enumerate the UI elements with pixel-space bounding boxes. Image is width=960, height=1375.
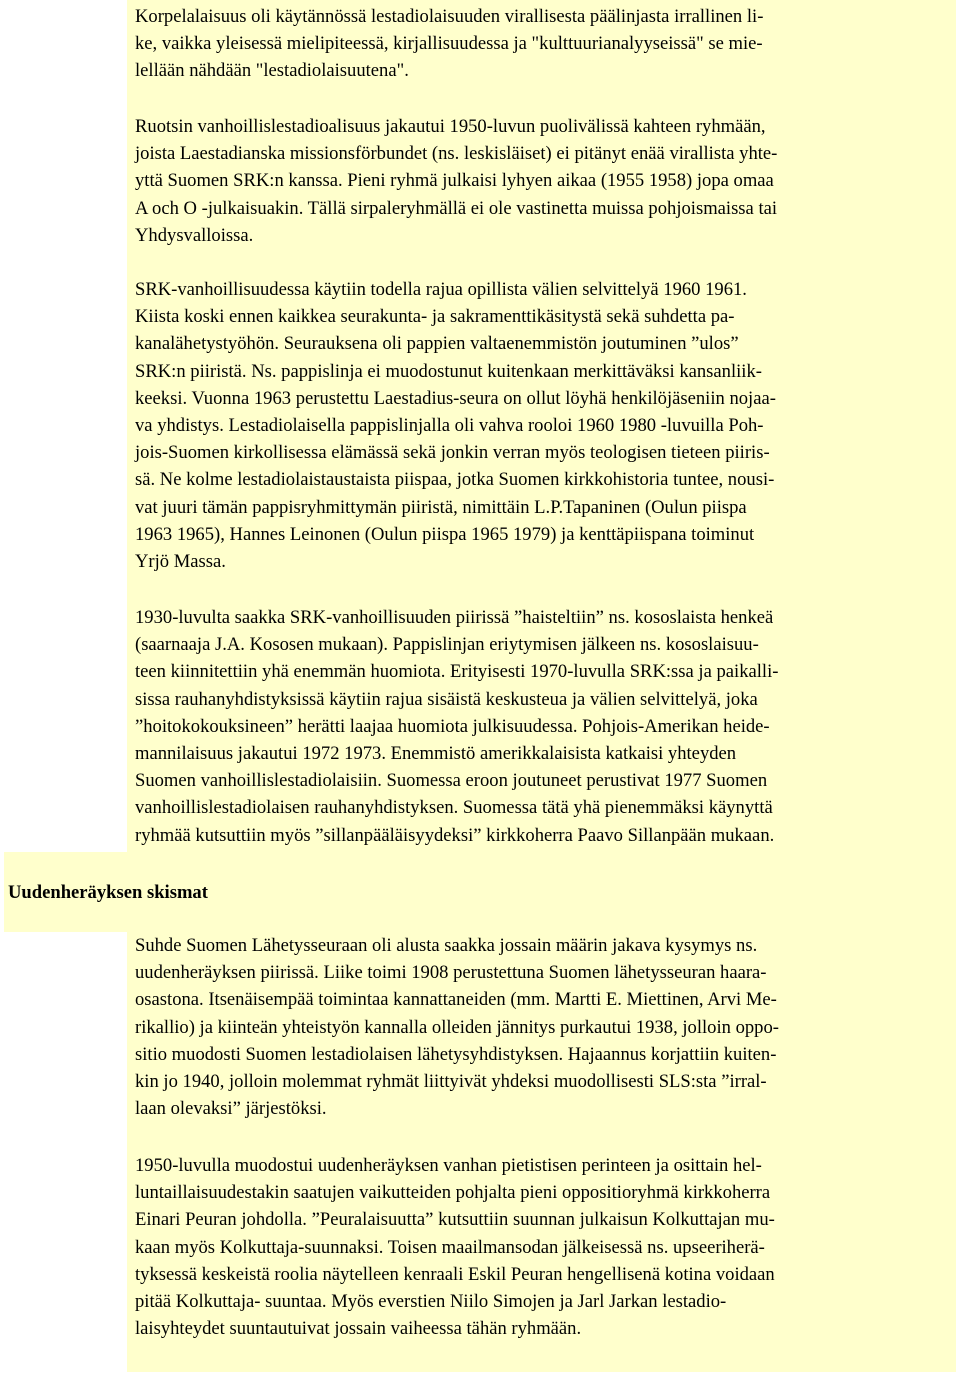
text-line: Kiista koski ennen kaikkea seurakunta- ja sakramenttikäsitystä sekä suhdetta pa-	[135, 306, 735, 328]
text-line: va yhdistys. Lestadiolaisella pappislinjalla oli vahva rooloi 1960 1980 -luvuilla Poh-	[135, 414, 764, 436]
text-line: rikallio) ja kiinteän yhteistyön kannalla olleiden jännitys purkautui 1938, jolloin oppo-	[135, 1016, 779, 1038]
text-line: vanhoillislestadiolaisen rauhanyhdistyksen. Suomessa tätä yhä pienemmäksi käynyttä	[135, 797, 773, 819]
text-line: yttä Suomen SRK:n kanssa. Pieni ryhmä julkaisi lyhyen aikaa (1955 1958) jopa omaa	[135, 170, 774, 192]
text-line: osastona. Itsenäisempää toimintaa kannattaneiden (mm. Martti E. Miettinen, Arvi Me-	[135, 989, 777, 1011]
text-line: A och O -julkaisuakin. Tällä sirpaleryhmällä ei ole vastinetta muissa pohjoismaissa tai	[135, 197, 778, 219]
text-line: ryhmää kutsuttiin myös ˮsillanpääläisyydeksiˮ kirkkoherra Paavo Sillanpään mukaan.	[135, 824, 775, 846]
text-line: uudenheräyksen piirissä. Liike toimi 1908 perustettuna Suomen lähetysseuran haara-	[135, 962, 767, 984]
text-line: Ruotsin vanhoillislestadioalisuus jakautui 1950-luvun puolivälissä kahteen ryhmään,	[135, 116, 766, 137]
text-line: teen kiinnitettiin yhä enemmän huomiota. Erityisesti 1970-luvulla SRK:ssa ja paikalli-	[135, 661, 779, 683]
text-line: kanalähetystyöhön. Seurauksena oli pappien valtaenemmistön joutuminen ˮulosˮ	[135, 333, 739, 355]
text-line: ke, vaikka yleisessä mielipiteessä, kirjallisuudessa ja "kulttuurianalyyseissä" se mie-	[135, 33, 763, 55]
text-line: jois-Suomen kirkollisessa elämässä sekä jonkin verran myös teologisen tieteen piiris-	[135, 442, 770, 464]
paragraph-korpelalaisuus	[135, 3, 763, 85]
text-line: pitää Kolkuttaja- suuntaa. Myös everstien Niilo Simojen ja Jarl Jarkan lestadio-	[135, 1290, 727, 1312]
text-line: ˮhoitokokouksineenˮ herätti laajaa huomiota julkisuudessa. Pohjois-Amerikan heide-	[135, 715, 770, 737]
text-line: mannilaisuus jakautui 1972 1973. Enemmistö amerikkalaisista katkaisi yhteyden	[135, 742, 737, 764]
text-line: Korpelalaisuus oli käytännössä lestadiolaisuuden virallisesta päälinjasta irrallinen li-	[135, 6, 764, 27]
text-line: (saarnaaja J.A. Kososen mukaan). Pappislinjan eriytymisen jälkeen ns. kososlaisuu-	[135, 634, 759, 656]
text-line: lellään nähdään "lestadiolaisuutena".	[135, 60, 409, 82]
text-line: tyksessä keskeistä roolia näytelleen kenraali Eskil Peuran hengellisenä kotina voidaan	[135, 1263, 775, 1285]
text-line: 1930-luvulta saakka SRK-vanhoillisuuden piirissä ˮhaisteltiinˮ ns. kososlaista henkeä	[135, 607, 774, 628]
section-heading: Uudenheräyksen skismat	[8, 882, 208, 903]
text-line: laan olevaksiˮ järjestöksi.	[135, 1098, 327, 1120]
text-line: Suomen vanhoillislestadiolaisiin. Suomessa eroon joutuneet perustivat 1977 Suomen	[135, 770, 768, 792]
text-line: Einari Peuran johdolla. ˮPeuralaisuuttaˮ kutsuttiin suunnan julkaisun Kolkuttajan mu-	[135, 1209, 775, 1231]
text-line: sä. Ne kolme lestadiolaistaustaista piispaa, jotka Suomen kirkkohistoria tuntee, nousi-	[135, 469, 775, 491]
text-line: sissa rauhanyhdistyksissä käytiin rajua sisäistä keskusteua ja välien selvittelyä, joka	[135, 688, 758, 710]
text-line: joista Laestadianska missionsförbundet (ns. leskisläiset) ei pitänyt enää virallista yhte-	[135, 143, 778, 165]
paragraph-lahetysseura	[135, 932, 779, 1122]
text-line: SRK-vanhoillisuudessa käytiin todella rajua opillista välien selvittelyä 1960 1961.	[135, 279, 747, 300]
text-line: laisyhteydet suuntautuivat jossain vaiheessa tähän ryhmään.	[135, 1318, 582, 1340]
text-line: 1963 1965), Hannes Leinonen (Oulun piispa 1965 1979) ja kenttäpiispana toiminut	[135, 523, 755, 545]
text-line: keeksi. Vuonna 1963 perustettu Laestadius-seura on ollut löyhä henkilöjäseniin nojaa-	[135, 387, 776, 409]
paragraph-ruotsin-vanhoillislestadiolaisuus	[135, 113, 777, 249]
text-line: 1950-luvulla muodostui uudenheräyksen vanhan pietistisen perinteen ja osittain hel-	[135, 1155, 762, 1176]
text-line: Suhde Suomen Lähetysseuraan oli alusta saakka jossain määrin jakava kysymys ns.	[135, 935, 758, 956]
paragraph-kososlaisuus	[135, 604, 778, 849]
text-line: vat juuri tämän pappisryhmittymän piiristä, nimittäin L.P.Tapaninen (Oulun piispa	[135, 496, 747, 518]
text-line: SRK:n piiristä. Ns. pappislinja ei muodostunut kuitenkaan merkittäväksi kansanliik-	[135, 360, 762, 382]
text-line: luntaillaisuudestakin saatujen vaikutteiden pohjalta pieni oppositioryhmä kirkkoherra	[135, 1182, 771, 1204]
paragraph-srk-vanhoillisuus	[135, 276, 776, 575]
text-line: Yhdysvalloissa.	[135, 224, 254, 246]
paragraph-peuralaisuus	[135, 1152, 775, 1342]
text-line: sitio muodosti Suomen lestadiolaisen lähetysyhdistyksen. Hajaannus korjattiin kuiten-	[135, 1043, 777, 1065]
text-line: kaan myös Kolkuttaja-suunnaksi. Toisen maailmansodan jälkeisessä ns. upseeriherä-	[135, 1236, 765, 1258]
text-line: Yrjö Massa.	[135, 550, 226, 572]
text-line: kin jo 1940, jolloin molemmat ryhmät liittyivät yhdeksi muodollisesti SLS:sta ˮirral-	[135, 1070, 767, 1092]
